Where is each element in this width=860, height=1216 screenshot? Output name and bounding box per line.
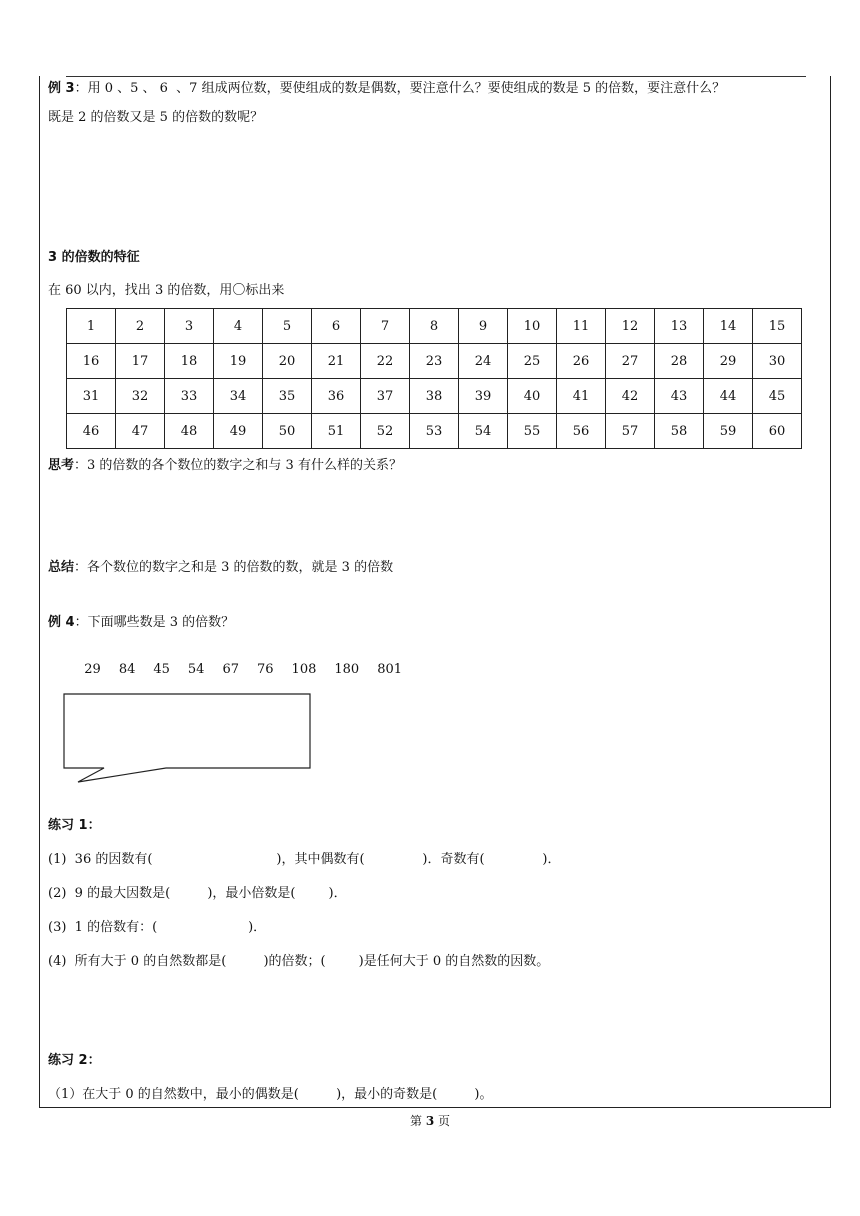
grid-cell: 52 [361,414,410,449]
number-grid [66,308,802,449]
grid-cell: 36 [312,379,361,414]
grid-cell: 46 [67,414,116,449]
number-item: 67 [222,662,239,677]
grid-row [67,414,802,449]
grid-cell: 60 [753,414,802,449]
number-item: 801 [377,662,403,677]
grid-cell: 22 [361,344,410,379]
summary [48,560,393,576]
practice-1-item-3: (3) 1 的倍数有：( )． [48,920,267,935]
grid-cell: 18 [165,344,214,379]
example-3-line2: 既是 2 的倍数又是 5 的倍数的数呢？ [48,110,264,125]
grid-cell: 51 [312,414,361,449]
grid-cell: 42 [606,379,655,414]
practice-2-item-1: （1）在大于 0 的自然数中，最小的偶数是( )，最小的奇数是( )。 [48,1087,493,1102]
grid-cell: 29 [704,344,753,379]
grid-cell: 37 [361,379,410,414]
number-item: 180 [334,662,360,677]
grid-cell: 6 [312,309,361,344]
grid-cell: 17 [116,344,165,379]
grid-cell: 28 [655,344,704,379]
example-4-label: 例 4 [48,615,75,630]
grid-cell: 5 [263,309,312,344]
example-4-numbers [76,646,402,678]
grid-cell: 19 [214,344,263,379]
grid-cell: 54 [459,414,508,449]
footer-prefix: 第 [409,1114,422,1128]
footer-suffix: 页 [438,1114,451,1128]
section-heading-3-multiples: 3 的倍数的特征 [48,250,140,265]
grid-cell: 30 [753,344,802,379]
grid-cell: 35 [263,379,312,414]
page-number: 3 [425,1114,435,1128]
page-footer [0,1112,860,1129]
grid-cell: 15 [753,309,802,344]
grid-cell: 24 [459,344,508,379]
grid-cell: 53 [410,414,459,449]
example-3 [48,81,725,97]
grid-cell: 11 [557,309,606,344]
practice-1-item-1: (1) 36 的因数有( )，其中偶数有( )．奇数有( )． [48,852,561,867]
grid-cell: 34 [214,379,263,414]
grid-cell: 49 [214,414,263,449]
example-4-text: ：下面哪些数是 3 的倍数？ [74,615,235,630]
grid-cell: 41 [557,379,606,414]
grid-cell: 32 [116,379,165,414]
summary-text: ：各个数位的数字之和是 3 的倍数的数，就是 3 的倍数 [74,560,394,575]
grid-cell: 55 [508,414,557,449]
grid-cell: 2 [116,309,165,344]
grid-cell: 59 [704,414,753,449]
number-item: 54 [187,662,205,677]
grid-row [67,344,802,379]
practice-2-label: 练习 2： [48,1053,101,1068]
example-3-text: ：用 0 、5 、 6 、7 组成两位数，要使组成的数是偶数，要注意什么？要使组成的数是 5 的倍数，要注意什么？ [74,81,726,96]
number-item: 45 [153,662,170,677]
number-item: 29 [84,662,101,677]
grid-cell: 26 [557,344,606,379]
grid-cell: 58 [655,414,704,449]
grid-cell: 1 [67,309,116,344]
practice-1-item-4: (4) 所有大于 0 的自然数都是( )的倍数；( )是任何大于 0 的自然数的因数。 [48,954,550,969]
grid-cell: 31 [67,379,116,414]
grid-row [67,309,802,344]
grid-cell: 48 [165,414,214,449]
grid-cell: 56 [557,414,606,449]
practice-1-item-2: (2) 9 的最大因数是( )，最小倍数是( )． [48,886,347,901]
grid-cell: 13 [655,309,704,344]
number-item: 84 [118,662,136,677]
example-3-label: 例 3 [48,81,75,96]
number-item: 108 [291,662,317,677]
grid-row [67,379,802,414]
grid-cell: 9 [459,309,508,344]
practice-1-label: 练习 1： [48,818,101,833]
grid-cell: 45 [753,379,802,414]
grid-cell: 16 [67,344,116,379]
grid-cell: 47 [116,414,165,449]
grid-cell: 44 [704,379,753,414]
grid-cell: 20 [263,344,312,379]
grid-cell: 21 [312,344,361,379]
think-prompt [48,458,402,474]
grid-cell: 10 [508,309,557,344]
grid-instruction: 在 60 以内，找出 3 的倍数，用〇标出来 [48,283,285,298]
grid-cell: 40 [508,379,557,414]
example-4 [48,615,234,631]
grid-cell: 43 [655,379,704,414]
think-text: ：3 的倍数的各个数位的数字之和与 3 有什么样的关系？ [74,458,402,473]
grid-cell: 38 [410,379,459,414]
grid-cell: 3 [165,309,214,344]
grid-cell: 8 [410,309,459,344]
grid-cell: 39 [459,379,508,414]
think-label: 思考 [48,458,75,473]
speech-bubble [58,692,314,786]
grid-cell: 25 [508,344,557,379]
grid-cell: 7 [361,309,410,344]
grid-cell: 50 [263,414,312,449]
summary-label: 总结 [48,560,75,575]
grid-cell: 57 [606,414,655,449]
grid-cell: 4 [214,309,263,344]
grid-cell: 23 [410,344,459,379]
grid-cell: 27 [606,344,655,379]
grid-cell: 14 [704,309,753,344]
grid-cell: 33 [165,379,214,414]
grid-cell: 12 [606,309,655,344]
number-item: 76 [257,662,274,677]
